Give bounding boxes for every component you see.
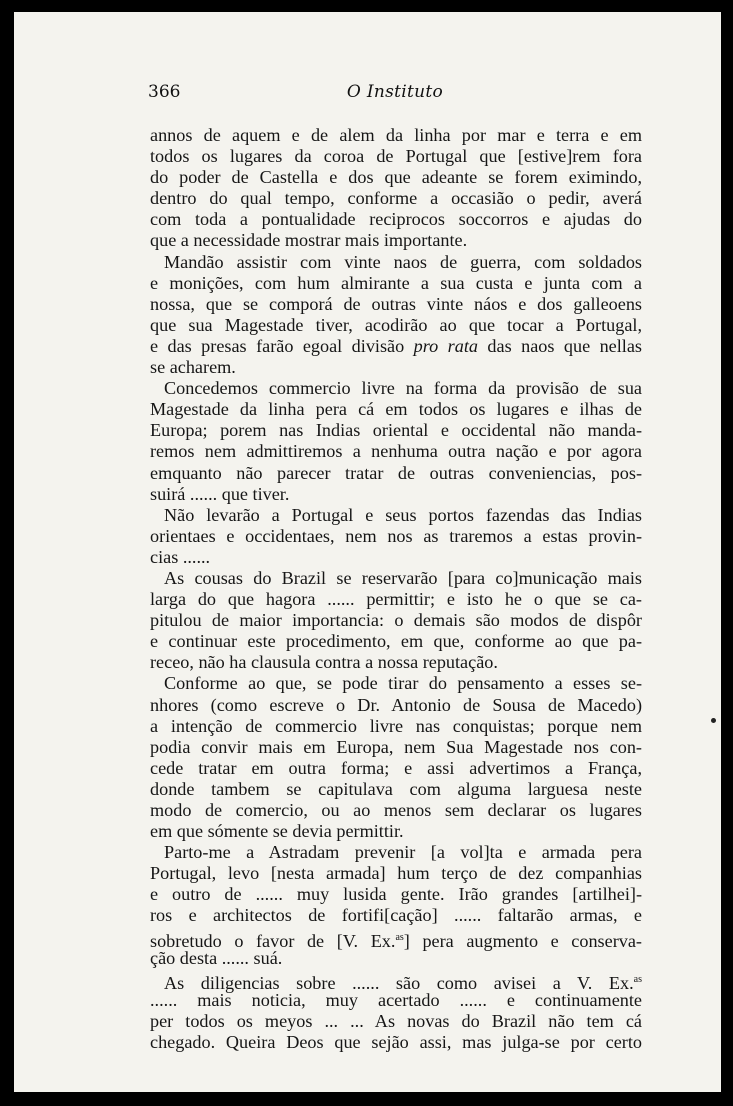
text-line: com toda a pontualidade reciprocos soccorros e ajudas do bbox=[150, 209, 642, 230]
text-line: todos os lugares da coroa de Portugal que [estive]rem fora bbox=[150, 146, 642, 167]
superscript-abbrev: as bbox=[633, 973, 642, 985]
text-line: chegado. Queira Deos que sejão assi, mas julga-se por certo bbox=[150, 1032, 642, 1053]
page-header bbox=[148, 82, 642, 112]
text-line: As cousas do Brazil se reservarão [para co]municação mais bbox=[164, 567, 642, 588]
text-line: pitulou de maior importancia: o demais são modos de dispôr bbox=[150, 610, 642, 631]
text-line: se acharem. bbox=[150, 357, 236, 378]
text-line: larga do que hagora ...... permittir; e isto he o que se ca- bbox=[150, 589, 642, 610]
text-line: suirá ...... que tiver. bbox=[150, 483, 290, 504]
text-line: receo, não ha clausula contra a nossa reputação. bbox=[150, 652, 498, 673]
text-line: dentro do qual tempo, conforme a occasião o pedir, averá bbox=[150, 188, 642, 209]
text-line: Conforme ao que, se pode tirar do pensamento a esses se- bbox=[164, 673, 642, 694]
text-line: ção desta ...... suá. bbox=[150, 947, 283, 968]
text-line: Magestade da linha pera cá em todos os lugares e ilhas de bbox=[150, 399, 642, 420]
text-line: orientaes e occidentaes, nem nos as traremos a estas provin- bbox=[150, 525, 642, 546]
body-text bbox=[150, 125, 642, 1053]
superscript-abbrev: as bbox=[395, 931, 404, 943]
text-line: e outro de ...... muy lusida gente. Irão grandes [artilhei]- bbox=[150, 884, 642, 905]
text-line: e das presas farão egoal divisão pro rata das naos que nellas bbox=[150, 335, 642, 356]
text-line: que a necessidade mostrar mais importante. bbox=[150, 230, 468, 251]
text-line: Não levarão a Portugal e seus portos fazendas das Indias bbox=[164, 504, 642, 525]
italic-phrase: pro rata bbox=[413, 335, 478, 356]
text-line: e continuar este procedimento, em que, conforme ao que pa- bbox=[150, 631, 642, 652]
text-line: Parto-me a Astradam prevenir [a vol]ta e armada pera bbox=[164, 842, 642, 863]
text-line: cias ...... bbox=[150, 546, 211, 567]
text-line: nhores (como escreve o Dr. Antonio de Sousa de Macedo) bbox=[150, 694, 642, 715]
text-line: remos nem admittiremos a nenhuma outra nação e por agora bbox=[150, 441, 642, 462]
text-line: donde tambem se capitulava com alguma larguesa neste bbox=[150, 778, 642, 799]
text-line: per todos os meyos ... ... As novas do Brazil não tem cá bbox=[150, 1010, 642, 1031]
text-line: modo de comercio, ou ao menos sem declarar os lugares bbox=[150, 800, 642, 820]
text-line: Portugal, levo [nesta armada] hum terço de dez companhias bbox=[150, 863, 642, 884]
text-line: As diligencias sobre ...... são como avisei a V. Ex.$^{as}$ bbox=[164, 972, 642, 993]
text-line: a intenção de commercio livre nas conquistas; porque nem bbox=[150, 715, 642, 736]
text-line: annos de aquem e de alem da linha por mar e terra e em bbox=[150, 125, 642, 145]
text-line: Concedemos commercio livre na forma da provisão de sua bbox=[164, 378, 642, 399]
ink-speck bbox=[711, 718, 716, 723]
text-line: ...... mais noticia, muy acertado ...... e continuamente bbox=[150, 989, 642, 1010]
text-line: sobretudo o favor de [V. Ex.$^{as}$] pera augmento e conserva- bbox=[150, 930, 642, 951]
text-line: e monições, com hum almirante a sua custa e junta com a bbox=[150, 272, 642, 293]
text-line: ros e architectos de fortifi[cação] ...... faltarão armas, e bbox=[150, 905, 642, 926]
text-line: Mandão assistir com vinte naos de guerra, com soldados bbox=[164, 251, 642, 272]
text-line: emquanto não parecer tratar de outras conveniencias, pos- bbox=[150, 462, 642, 483]
text-line: Europa; porem nas Indias oriental e occidental não manda- bbox=[150, 420, 642, 441]
text-line: podia convir mais em Europa, nem Sua Magestade nos con- bbox=[150, 736, 642, 757]
page-number: 366 bbox=[148, 82, 181, 102]
text-line: que sua Magestade tiver, acodirão ao que tocar a Portugal, bbox=[150, 314, 642, 335]
text-line: cede tratar em outra forma; e assi advertimos a França, bbox=[150, 757, 642, 778]
text-line: em que sómente se devia permittir. bbox=[150, 821, 404, 842]
text-line: do poder de Castella e dos que adeante se forem eximindo, bbox=[150, 167, 642, 188]
running-title: O Instituto bbox=[346, 82, 444, 102]
text-line: nossa, que se comporá de outras vinte náos e dos galleoens bbox=[150, 293, 642, 314]
